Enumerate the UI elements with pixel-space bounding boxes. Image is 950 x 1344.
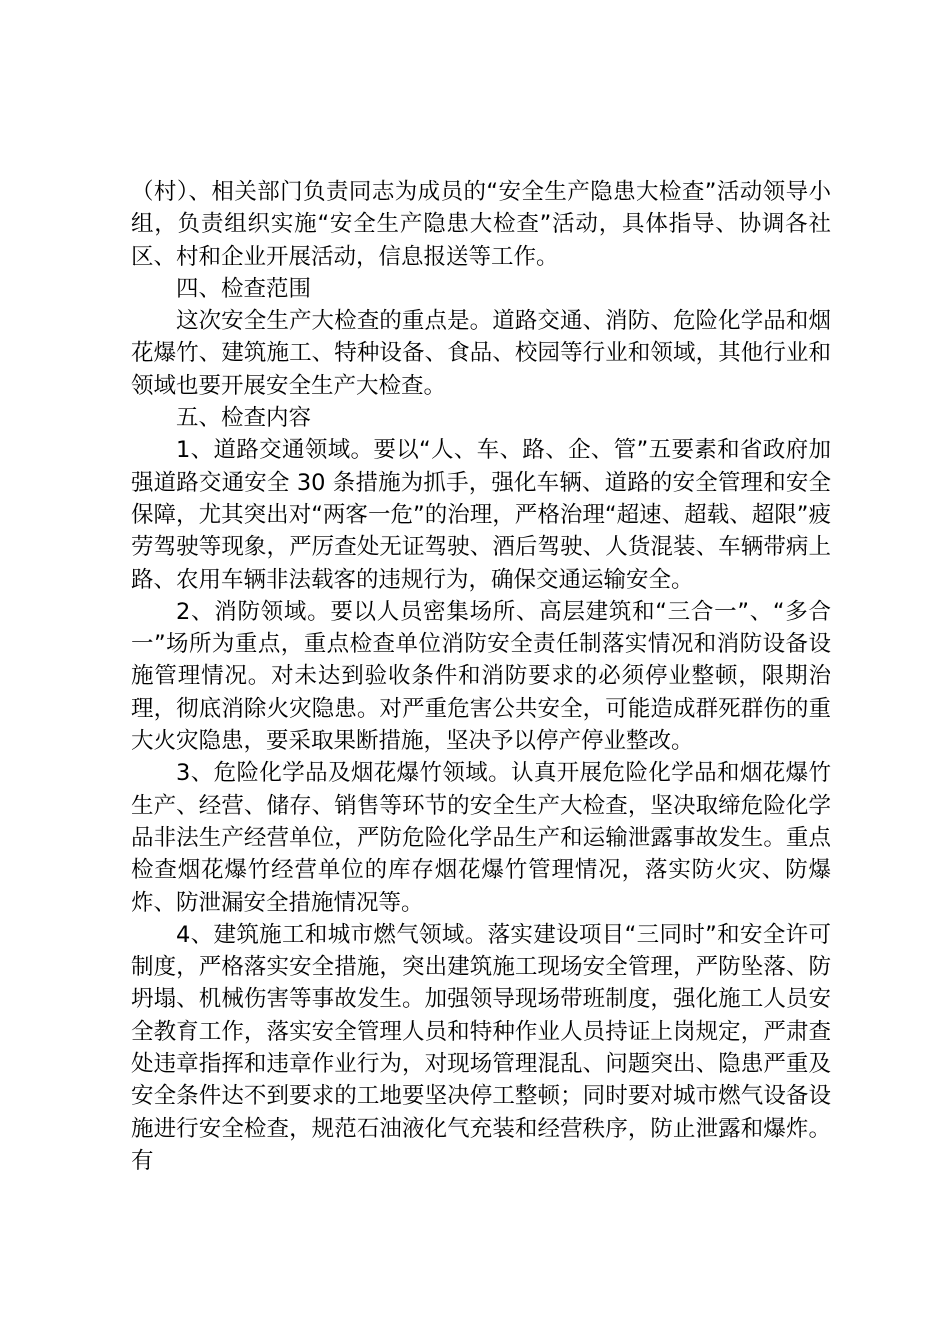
paragraph-construction-gas: 4、建筑施工和城市燃气领域。落实建设项目“三同时”和安全许可制度，严格落实安全措施，突出建筑施工现场安全管理，严防坠落、防坍塌、机械伤害等事故发生。加强领导现场带班制度，强化施工人员安全教育工作，落实安全管理人员和特种作业人员持证上岗规定，严肃查处违章指挥和违章作业行为，对现场管理混乱、问题突出、隐患严重及安全条件达不到要求的工地要坚决停工整顿；同时要对城市燃气设备设施进行安全检查，规范石油液化气充装和经营秩序，防止泄露和爆炸。有	[131, 921, 831, 1174]
paragraph-inspection-scope: 这次安全生产大检查的重点是。道路交通、消防、危险化学品和烟花爆竹、建筑施工、特种设备、食品、校园等行业和领域，其他行业和领域也要开展安全生产大检查。	[131, 308, 831, 399]
section-heading-inspection-scope: 四、检查范围	[176, 275, 312, 302]
paragraph-road-traffic: 1、道路交通领域。要以“人、车、路、企、管”五要素和省政府加强道路交通安全 30 条措施为抓手，强化车辆、道路的安全管理和安全保障，尤其突出对“两客一危”的治理，严格治理“超速、超载、超限”疲劳驾驶等现象，严厉查处无证驾驶、酒后驾驶、人货混装、车辆带病上路、农用车辆非法载客的违规行为，确保交通运输安全。	[131, 437, 831, 593]
paragraph-fire-protection: 2、消防领域。要以人员密集场所、高层建筑和“三合一”、“多合一”场所为重点，重点检查单位消防安全责任制落实情况和消防设备设施管理情况。对未达到验收条件和消防要求的必须停业整顿，限期治理，彻底消除火灾隐患。对严重危害公共安全，可能造成群死群伤的重大火灾隐患，要采取果断措施，坚决予以停产停业整改。	[131, 598, 831, 755]
paragraph-leadership-group: （村）、相关部门负责同志为成员的“安全生产隐患大检查”活动领导小组，负责组织实施“安全生产隐患大检查”活动，具体指导、协调各社区、村和企业开展活动，信息报送等工作。	[131, 179, 831, 270]
section-heading-inspection-content: 五、检查内容	[176, 405, 312, 432]
paragraph-hazardous-chemicals: 3、危险化学品及烟花爆竹领域。认真开展危险化学品和烟花爆竹生产、经营、储存、销售等环节的安全生产大检查，坚决取缔危险化学品非法生产经营单位，严防危险化学品生产和运输泄露事故发生。重点检查烟花爆竹经营单位的库存烟花爆竹管理情况，落实防火灾、防爆炸、防泄漏安全措施情况等。	[131, 760, 831, 916]
document-body	[131, 176, 831, 1177]
